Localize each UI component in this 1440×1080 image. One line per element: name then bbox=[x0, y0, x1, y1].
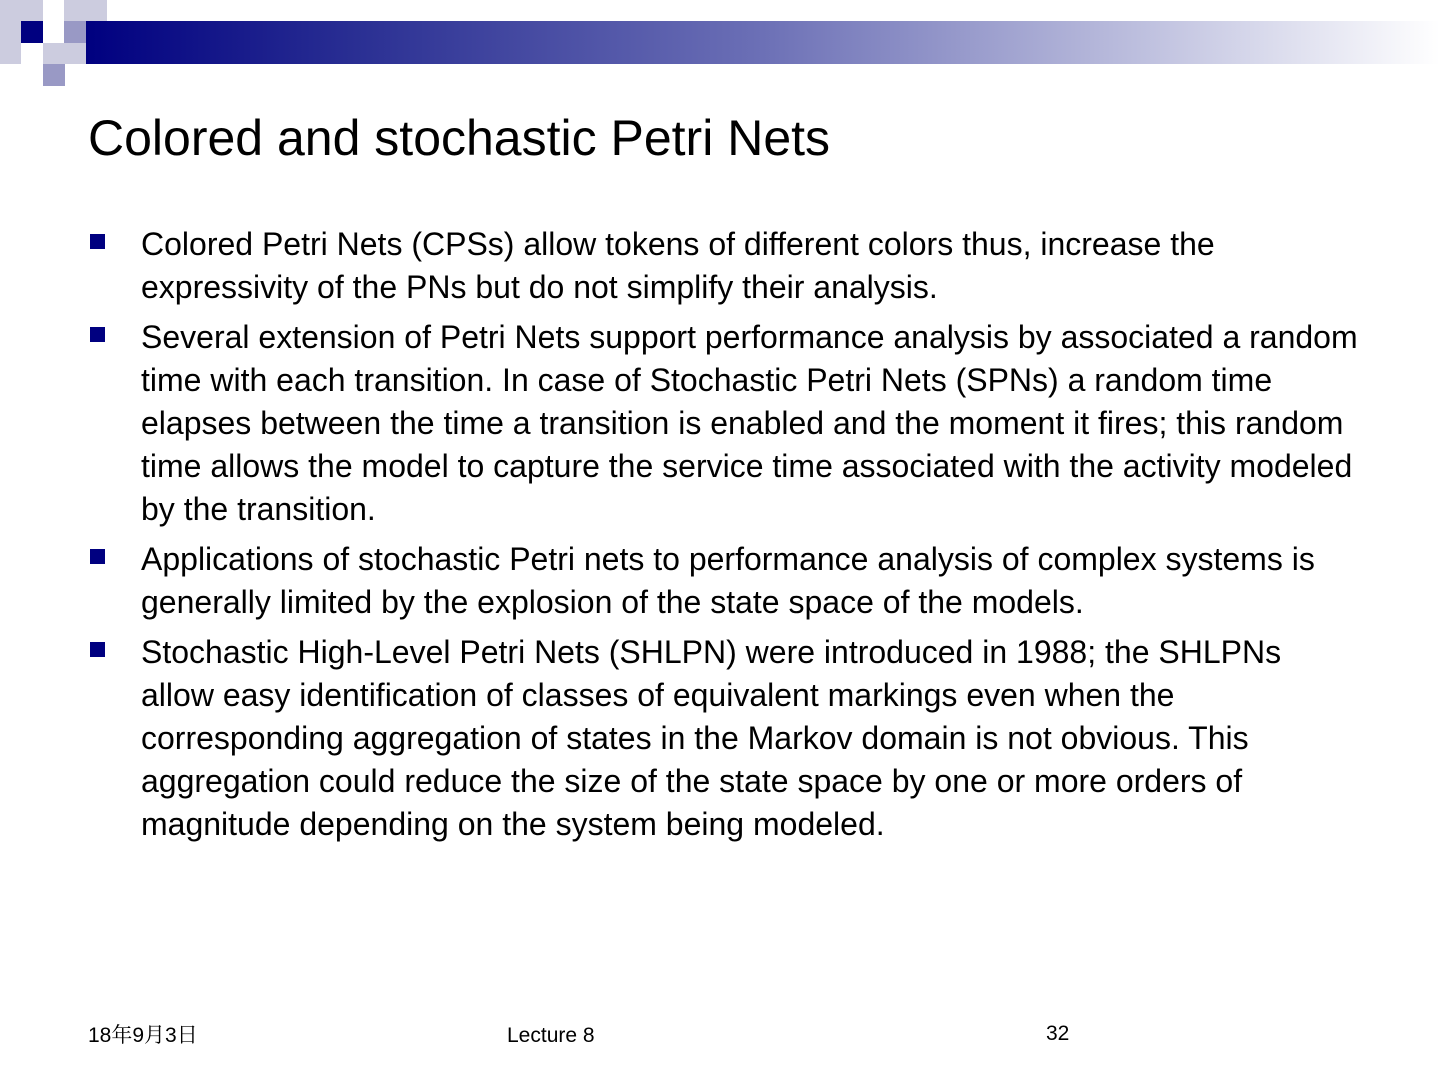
slide-title: Colored and stochastic Petri Nets bbox=[88, 110, 831, 166]
bullet-list bbox=[88, 223, 1358, 853]
decorative-square bbox=[0, 21, 21, 64]
bullet-item bbox=[88, 223, 1358, 309]
decorative-square bbox=[43, 21, 64, 43]
decorative-square bbox=[0, 0, 43, 22]
square-bullet-icon bbox=[90, 234, 105, 249]
decorative-square bbox=[64, 0, 107, 22]
bullet-item bbox=[88, 631, 1358, 846]
bullet-text: Several extension of Petri Nets support performance analysis by associated a random time with each transition. In case of Stochastic Petri Nets (SPNs) a random time elapses between the time a transition is enabled and the moment it fires; this random time allows the model to capture the service time associated with the activity modeled by the transition. bbox=[141, 319, 1358, 527]
header-gradient-bar bbox=[86, 21, 1440, 64]
footer-lecture-label: Lecture 8 bbox=[507, 1024, 595, 1047]
decorative-square bbox=[64, 21, 86, 43]
square-bullet-icon bbox=[90, 549, 105, 564]
decorative-square bbox=[43, 64, 65, 86]
decorative-square bbox=[21, 21, 43, 43]
bullet-text: Applications of stochastic Petri nets to performance analysis of complex systems is generally limited by the explosion of the state space of the models. bbox=[141, 541, 1315, 620]
bullet-item bbox=[88, 316, 1358, 531]
footer-page-number: 32 bbox=[1046, 1022, 1070, 1045]
bullet-item bbox=[88, 538, 1358, 624]
square-bullet-icon bbox=[90, 327, 105, 342]
bullet-text: Colored Petri Nets (CPSs) allow tokens of different colors thus, increase the expressivity of the PNs but do not simplify their analysis. bbox=[141, 226, 1215, 305]
bullet-text: Stochastic High-Level Petri Nets (SHLPN) were introduced in 1988; the SHLPNs allow easy identification of classes of equivalent markings even when the corresponding aggregation of states in the Markov domain is not obvious. This aggregation could reduce the size of the state space by one or more orders of magnitude depending on the system being modeled. bbox=[141, 634, 1282, 842]
decorative-square bbox=[64, 43, 86, 64]
square-bullet-icon bbox=[90, 642, 105, 657]
footer-date: 18年9月3日 bbox=[88, 1024, 198, 1047]
